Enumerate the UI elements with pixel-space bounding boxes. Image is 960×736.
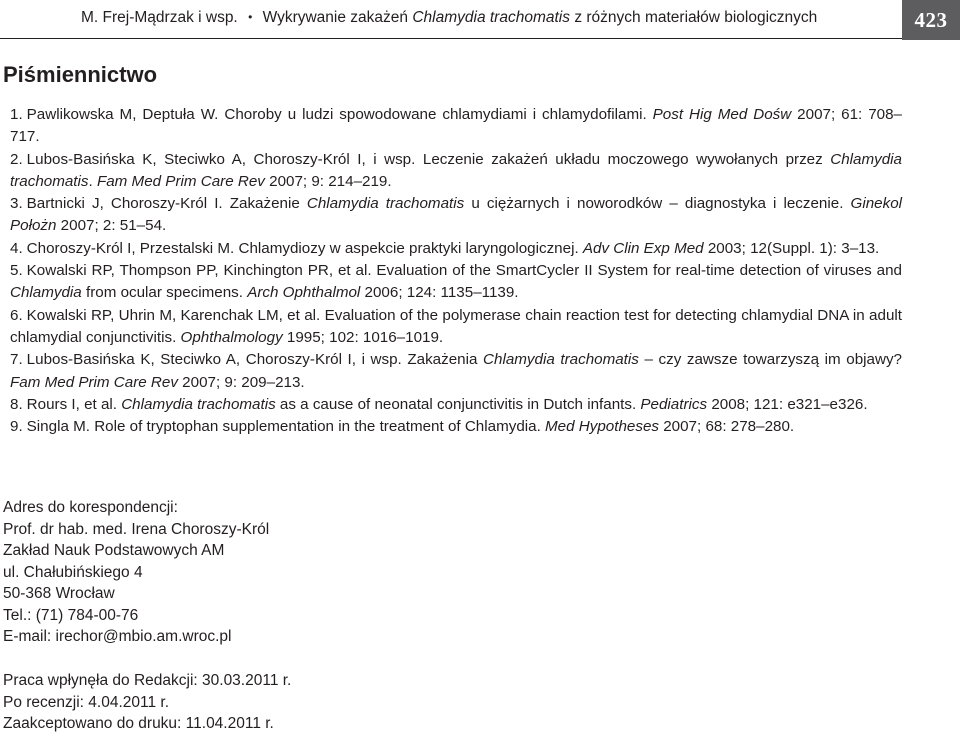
correspondence-line: Tel.: (71) 784-00-76 [3,606,139,624]
reference-italic-text: Pediatrics [640,395,708,413]
reference-number: 9. [10,418,23,436]
reference-text: Kowalski RP, Thompson PP, Kinchington PR, et al. Evaluation of the SmartCycler II System for real-time detection of viruses and [26,262,902,280]
reference-number: 8. [10,395,23,413]
reference-text: Singla M. Role of tryptophan supplementation in the treatment of Chlamydia. [26,418,546,436]
reference-text: Lubos-Basińska K, Steciwko A, Choroszy-Król I, i wsp. Leczenie zakażeń układu moczowego wywołanych przez [26,150,831,168]
reference-text: Kowalski RP, Uhrin M, Karenchak LM, et al. Evaluation of the polymerase chain reaction test for detecting chlamydial DNA in adult chlamydial conjunctivitis. [10,306,902,346]
reference-text: as a cause of neonatal conjunctivitis in Dutch infants. [275,395,641,413]
correspondence-address [3,497,269,648]
reference-text: 2008; 121: e321–e326. [707,395,868,413]
running-head-text [81,9,817,27]
reference-number: 4. [10,239,23,257]
correspondence-heading: Adres do korespondencji: [3,499,178,516]
page-number-box [902,0,960,40]
reference-italic-text: Med Hypotheses [545,418,659,436]
header-title-italic: Chlamydia trachomatis [412,9,570,26]
header-authors: M. Frej-Mądrzak i wsp. [81,9,238,26]
reference-text: 2006; 124: 1135–1139. [360,284,519,302]
reference-text: Bartnicki J, Choroszy-Król I. Zakażenie [26,195,307,213]
reference-italic-text: Ginekol Położn [10,195,903,235]
correspondence-line: Prof. dr hab. med. Irena Choroszy-Król [3,520,270,538]
reference-text: from ocular specimens. [81,284,248,302]
date-received: Praca wpłynęła do Redakcji: 30.03.2011 r. [3,672,292,689]
header-rule [0,38,902,39]
reference-text: 2007; 9: 209–213. [177,373,305,391]
correspondence-line: Zakład Nauk Podstawowych AM [3,542,225,559]
reference-italic-text: Fam Med Prim Care Rev [10,373,178,391]
reference-item [10,305,902,350]
reference-item [10,193,902,238]
submission-dates [3,670,291,735]
running-header [0,0,960,38]
date-reviewed: Po recenzji: 4.04.2011 r. [3,693,170,711]
reference-text: 2007; 68: 278–280. [659,418,795,436]
header-separator: • [248,10,253,24]
reference-number: 7. [10,351,23,369]
reference-text: 2007; 2: 51–54. [56,217,167,235]
reference-italic-text: Ophthalmology [180,328,283,346]
reference-item [10,260,902,305]
reference-italic-text: Chlamydia trachomatis [306,195,465,213]
reference-italic-text: Chlamydia trachomatis [10,150,902,190]
reference-text: u ciężarnych i noworodków – diagnostyka i leczenie. [464,195,851,213]
reference-number: 3. [10,195,23,213]
reference-item [10,104,902,149]
reference-italic-text: Arch Ophthalmol [247,284,361,302]
reference-text: Lubos-Basińska K, Steciwko A, Choroszy-Król I, i wsp. Zakażenia [26,351,484,369]
header-title-post: z różnych materiałów biologicznych [574,9,818,26]
reference-italic-text: Post Hig Med Dośw [652,106,792,123]
reference-italic-text: Chlamydia trachomatis [483,351,639,369]
correspondence-line: ul. Chałubińskiego 4 [3,563,143,581]
reference-text: 2007; 9: 214–219. [264,172,392,190]
reference-italic-text: Chlamydia trachomatis [121,395,276,413]
reference-list [10,104,902,438]
reference-text: 2007; 61: 708–717. [10,106,902,146]
reference-text: 1995; 102: 1016–1019. [282,328,444,346]
reference-text: – czy zawsze towarzyszą im objawy? [638,351,903,369]
reference-number: 2. [10,150,23,168]
reference-number: 6. [10,306,23,324]
reference-text: . [88,172,97,190]
reference-item [10,149,902,194]
reference-number: 1. [10,106,23,123]
section-heading: Piśmiennictwo [3,62,158,87]
reference-text: Pawlikowska M, Deptuła W. Choroby u ludzi spowodowane chlamydiami i chlamydofilami. [26,106,653,123]
date-accepted: Zaakceptowano do druku: 11.04.2011 r. [3,715,274,732]
reference-text: 2003; 12(Suppl. 1): 3–13. [703,239,880,257]
reference-number: 5. [10,262,23,280]
reference-text: Rours I, et al. [26,395,122,413]
reference-item [10,238,902,260]
header-title-pre: Wykrywanie zakażeń [262,9,409,26]
correspondence-email: E-mail: irechor@mbio.am.wroc.pl [3,628,232,645]
reference-italic-text: Chlamydia [10,284,82,302]
reference-text: Choroszy-Król I, Przestalski M. Chlamydiozy w aspekcie praktyki laryngologicznej. [26,239,583,257]
correspondence-line: 50-368 Wrocław [3,585,115,602]
reference-item [10,416,902,438]
page-number: 423 [914,7,948,32]
reference-italic-text: Adv Clin Exp Med [582,239,704,257]
reference-italic-text: Fam Med Prim Care Rev [96,172,265,190]
reference-item [10,394,902,416]
reference-item [10,349,902,394]
